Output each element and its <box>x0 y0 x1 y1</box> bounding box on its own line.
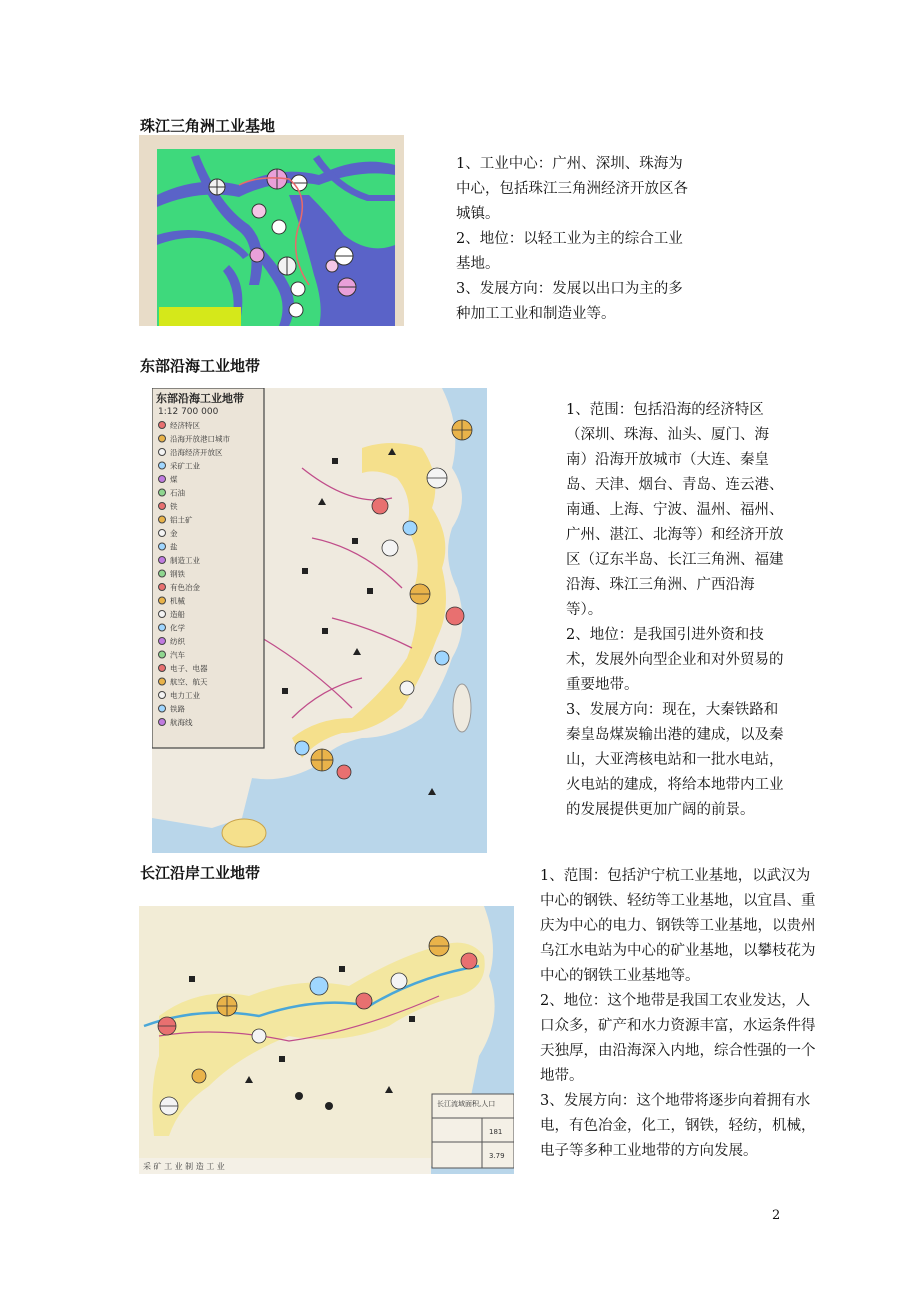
section-title-east-coast: 东部沿海工业地带 <box>140 357 261 375</box>
legend-swatch <box>159 705 166 712</box>
legend-swatch <box>159 570 166 577</box>
legend-label: 铝土矿 <box>170 515 193 525</box>
yangtze-table-title: 长江流域面积,人口 <box>437 1100 496 1108</box>
east-coastal-map <box>152 388 487 853</box>
legend-swatch <box>159 476 166 483</box>
east-map-scale: 1:12 700 000 <box>158 407 219 417</box>
legend-label: 沿海开放港口城市 <box>170 434 230 444</box>
legend-swatch <box>159 638 166 645</box>
pearl-para-1: 1、工业中心：广州、深圳、珠海为中心，包括珠江三角洲经济开放区各城镇。 <box>456 156 688 222</box>
legend-swatch <box>159 611 166 618</box>
legend-label: 机械 <box>170 596 185 606</box>
legend-label: 造船 <box>170 610 185 619</box>
legend-swatch <box>159 516 166 523</box>
pearl-para-3: 3、发展方向：发展以出口为主的多种加工工业和制造业等。 <box>456 281 683 322</box>
legend-label: 金 <box>170 529 178 538</box>
yangtze-para-1: 1、范围：包括沪宁杭工业基地，以武汉为中心的钢铁、轻纺等工业基地，以宜昌、重庆为中心的电力、钢铁等工业基地，以贵州乌江水电站为中心的矿业基地，以攀枝花为中心的钢铁工业基地等。 <box>540 868 816 984</box>
legend-label: 制造工业 <box>170 556 200 565</box>
legend-label: 钢铁 <box>170 569 185 579</box>
legend-swatch <box>159 543 166 550</box>
legend-swatch <box>159 489 166 496</box>
legend-swatch <box>159 557 166 564</box>
section-title-yangtze: 长江沿岸工业地带 <box>140 864 261 882</box>
legend-label: 化学 <box>170 623 185 633</box>
legend-label: 电力工业 <box>170 691 200 700</box>
pearl-river-description <box>456 152 696 327</box>
pearl-river-delta-map <box>139 135 404 326</box>
legend-swatch <box>159 692 166 699</box>
yangtze-para-3: 3、发展方向：这个地带将逐步向着拥有水电，有色冶金，化工，钢铁，轻纺，机械，电子等多种工业地带的方向发展。 <box>540 1093 816 1159</box>
legend-swatch <box>159 665 166 672</box>
legend-label: 汽车 <box>170 650 185 660</box>
legend-swatch <box>159 678 166 685</box>
legend-label: 石油 <box>170 488 185 498</box>
yangtze-map-bottom-label: 采 矿 工 业 制 造 工 业 <box>143 1162 225 1171</box>
legend-swatch <box>159 435 166 442</box>
legend-swatch <box>159 503 166 510</box>
legend-swatch <box>159 597 166 604</box>
legend-label: 经济特区 <box>170 421 200 430</box>
legend-swatch <box>159 651 166 658</box>
east-para-2: 2、地位：是我国引进外资和技术，发展外向型企业和对外贸易的重要地带。 <box>566 627 784 693</box>
legend-label: 航空、航天 <box>170 677 208 687</box>
legend-label: 电子、电器 <box>170 664 208 673</box>
legend-label: 纺织 <box>170 637 185 646</box>
legend-label: 铁路 <box>170 704 185 714</box>
east-para-3: 3、发展方向：现在，大秦铁路和秦皇岛煤炭输出港的建成，以及秦山，大亚湾核电站和一批水电站，火电站的建成，将给本地带内工业的发展提供更加广阔的前景。 <box>566 702 784 818</box>
legend-label: 铁 <box>170 502 178 511</box>
section-title-pearl-river: 珠江三角洲工业基地 <box>140 117 276 135</box>
east-coast-description <box>566 398 788 823</box>
legend-label: 航海线 <box>170 718 193 727</box>
legend-swatch <box>159 624 166 631</box>
legend-swatch <box>159 719 166 726</box>
legend-swatch <box>159 422 166 429</box>
legend-swatch <box>159 530 166 537</box>
legend-swatch <box>159 584 166 591</box>
legend-label: 沿海经济开放区 <box>170 448 223 457</box>
legend-swatch <box>159 462 166 469</box>
yangtze-belt-map <box>139 906 514 1174</box>
yangtze-description <box>540 864 816 1164</box>
svg-text:3.79: 3.79 <box>489 1152 505 1160</box>
east-para-1: 1、范围：包括沿海的经济特区（深圳、珠海、汕头、厦门、海南）沿海开放城市（大连、秦皇岛、天津、烟台、青岛、连云港、南通、上海、宁波、温州、福州、广州、湛江、北海等）和经济开放区（辽东半岛、长江三角洲、福建沿海、珠江三角洲、广西沿海等）。 <box>566 402 784 618</box>
pearl-para-2: 2、地位：以轻工业为主的综合工业基地。 <box>456 231 683 272</box>
east-map-title: 东部沿海工业地带 <box>156 392 244 405</box>
legend-label: 采矿工业 <box>170 461 200 471</box>
page-number: 2 <box>772 1208 781 1223</box>
legend-swatch <box>159 449 166 456</box>
svg-text:181: 181 <box>489 1128 503 1136</box>
legend-label: 煤 <box>170 475 178 484</box>
yangtze-para-2: 2、地位：这个地带是我国工农业发达，人口众多，矿产和水力资源丰富，水运条件得天独厚，由沿海深入内地，综合性强的一个地带。 <box>540 993 816 1084</box>
legend-label: 有色冶金 <box>170 583 200 592</box>
legend-label: 盐 <box>170 542 178 552</box>
